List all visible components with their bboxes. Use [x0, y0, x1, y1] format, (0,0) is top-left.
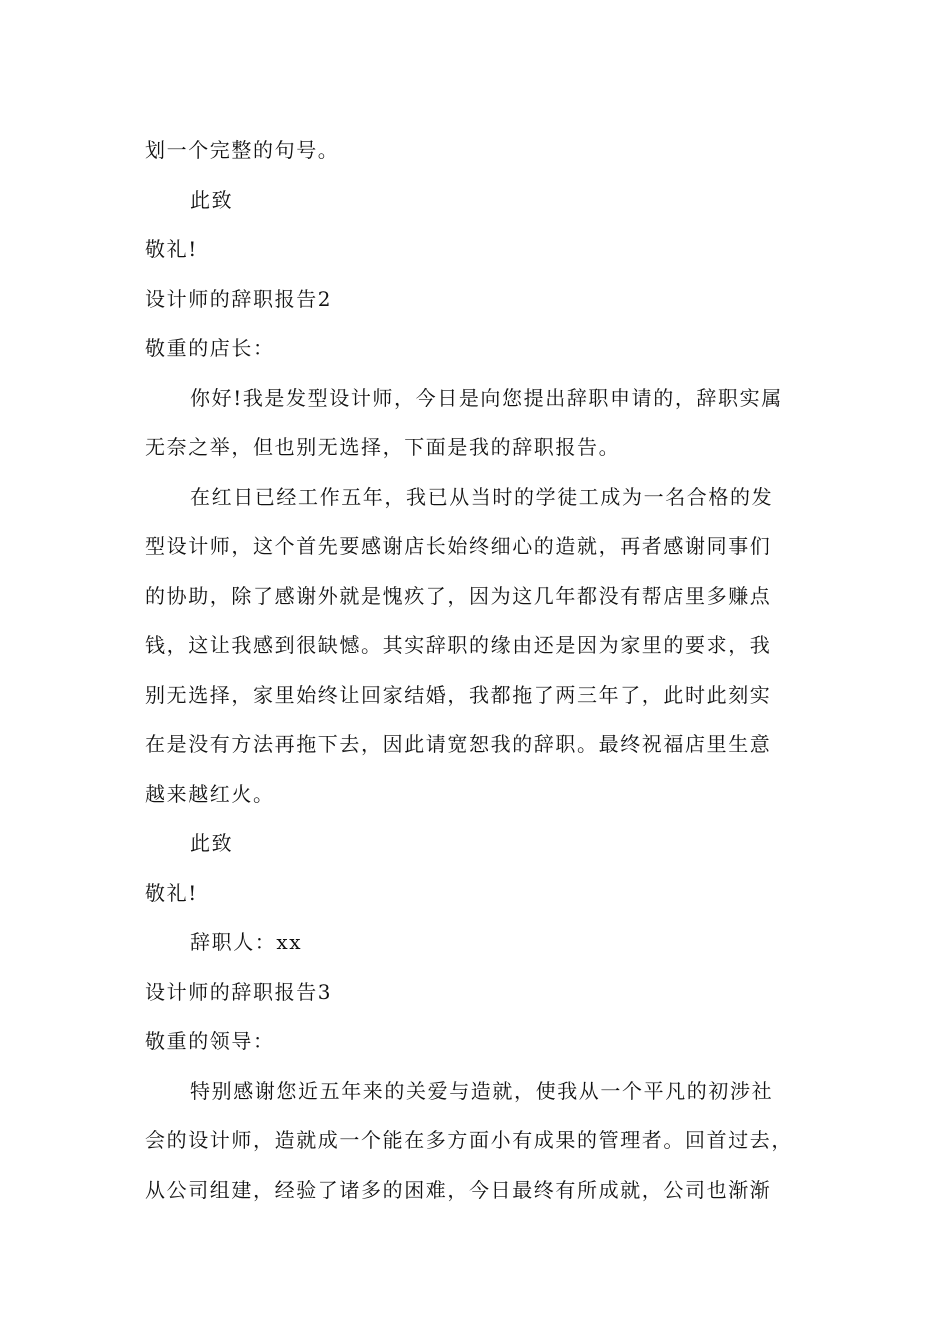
- text-line: 在红日已经工作五年，我已从当时的学徒工成为一名合格的发: [190, 484, 774, 509]
- section-heading: 设计师的辞职报告3: [145, 979, 333, 1004]
- text-line: 敬礼!: [145, 237, 198, 261]
- salutation: 敬重的店长：: [145, 336, 275, 360]
- text-line: 会的设计师，造就成一个能在多方面小有成果的管理者。回首过去，: [145, 1128, 793, 1152]
- text-line: 从公司组建，经验了诸多的困难，今日最终有所成就，公司也渐渐: [145, 1177, 772, 1202]
- text-line: 在是没有方法再拖下去，因此请宽恕我的辞职。最终祝福店里生意: [145, 732, 772, 756]
- text-line: 的协助，除了感谢外就是愧疚了，因为这几年都没有帮店里多赚点: [145, 583, 772, 608]
- text-line: 别无选择，家里始终让回家结婚，我都拖了两三年了，此时此刻实: [145, 682, 772, 707]
- section-heading: 设计师的辞职报告2: [145, 286, 333, 311]
- text-line: 钱，这让我感到很缺憾。其实辞职的缘由还是因为家里的要求，我: [145, 633, 772, 657]
- text-line: 特别感谢您近五年来的关爱与造就，使我从一个平凡的初涉社: [190, 1078, 774, 1103]
- salutation: 敬重的领导：: [145, 1029, 275, 1053]
- document-body: [145, 126, 825, 1215]
- signature-line: 辞职人：xx: [190, 930, 303, 954]
- text-line: 无奈之举，但也别无选择，下面是我的辞职报告。: [145, 435, 621, 459]
- text-line: 划一个完整的句号。: [145, 138, 340, 162]
- text-line: 型设计师，这个首先要感谢店长始终细心的造就，再者感谢同事们: [145, 534, 772, 558]
- text-line: 此致: [190, 187, 234, 212]
- text-line: 你好!我是发型设计师，今日是向您提出辞职申请的，辞职实属: [190, 385, 783, 410]
- text-line: 敬礼!: [145, 880, 198, 905]
- text-line: 越来越红火。: [145, 781, 275, 806]
- text-line: 此致: [190, 831, 234, 855]
